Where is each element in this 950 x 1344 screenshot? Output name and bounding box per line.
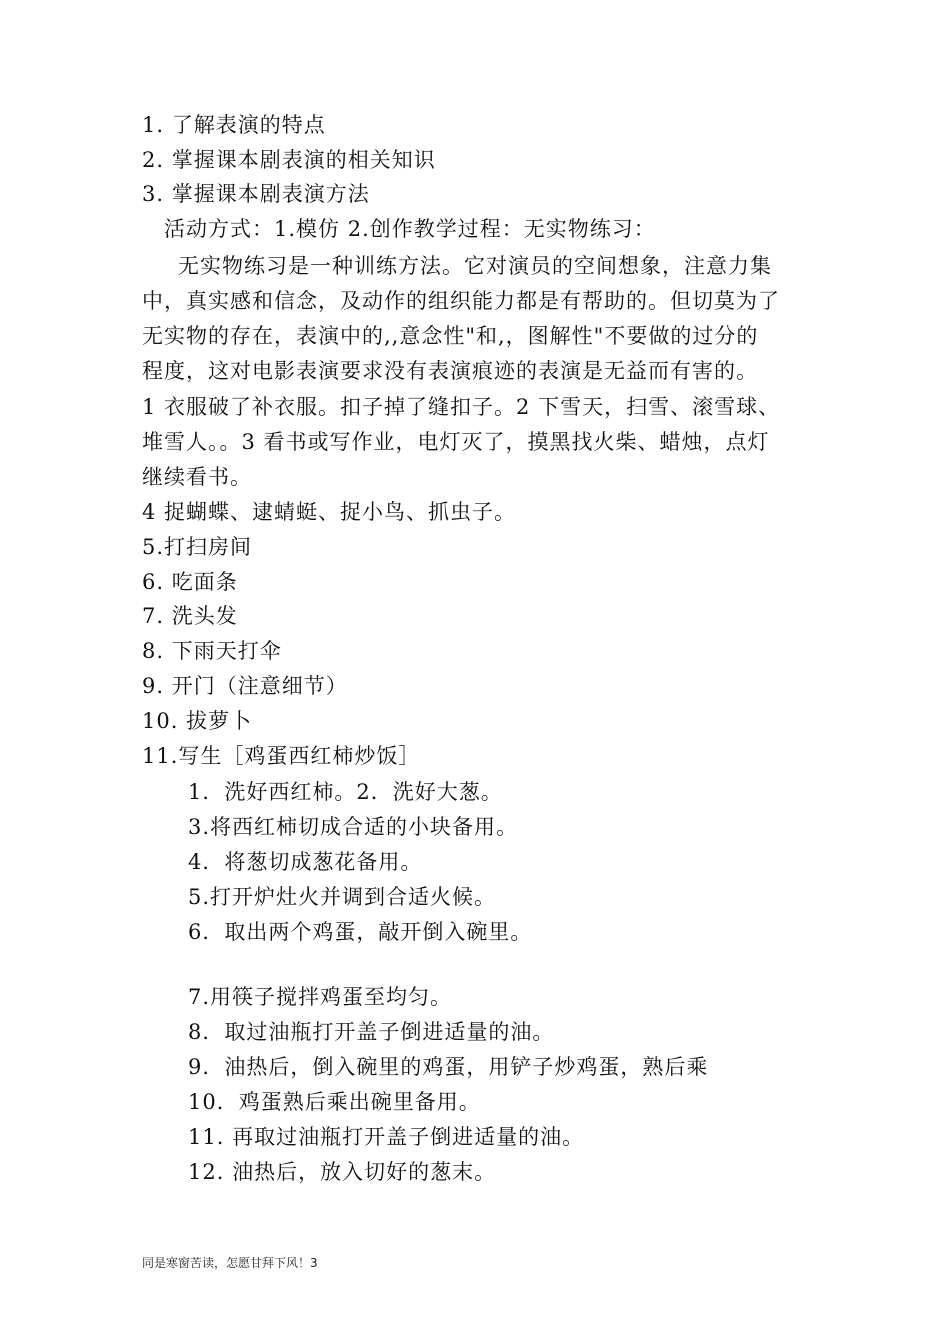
recipe-step: 11. 再取过油瓶打开盖子倒进适量的油。 <box>188 1125 585 1149</box>
paragraph-line: 程度，这对电影表演要求没有表演痕迹的表演是无益而有害的。 <box>142 359 758 383</box>
paragraph-line: 中，真实感和信念，及动作的组织能力都是有帮助的。但切莫为了 <box>142 289 780 313</box>
page-footer: 同是寒窗苦读，怎愿甘拜下风！3 <box>142 1256 318 1270</box>
exercise-line: 4 捉蝴蝶、逮蜻蜓、捉小鸟、抓虫子。 <box>142 500 517 524</box>
recipe-step: 1．洗好西红柿。2．洗好大葱。 <box>188 780 503 804</box>
objective-item: 3. 掌握课本剧表演方法 <box>142 182 370 206</box>
exercise-line: 7. 洗头发 <box>142 604 238 628</box>
exercise-line: 5.打扫房间 <box>142 535 253 559</box>
exercise-line: 6. 吃面条 <box>142 570 238 594</box>
exercise-line: 9. 开门（注意细节） <box>142 674 348 698</box>
paragraph-line: 无实物的存在，表演中的,,意念性"和,，图解性"不要做的过分的 <box>142 324 759 348</box>
recipe-step: 3.将西红柿切成合适的小块备用。 <box>188 815 519 839</box>
objective-item: 1. 了解表演的特点 <box>142 113 326 137</box>
exercise-line: 继续看书。 <box>142 465 252 489</box>
recipe-step: 9．油热后，倒入碗里的鸡蛋，用铲子炒鸡蛋，熟后乘 <box>188 1055 709 1079</box>
recipe-step: 8．取过油瓶打开盖子倒进适量的油。 <box>188 1020 555 1044</box>
exercise-line: 1 衣服破了补衣服。扣子掉了缝扣子。2 下雪天，扫雪、滚雪球、 <box>142 395 781 419</box>
objective-item: 2. 掌握课本剧表演的相关知识 <box>142 148 436 172</box>
paragraph-line: 无实物练习是一种训练方法。它对演员的空间想象，注意力集 <box>178 254 772 278</box>
recipe-step: 6．取出两个鸡蛋，敲开倒入碗里。 <box>188 920 533 944</box>
recipe-step: 12. 油热后，放入切好的葱末。 <box>188 1160 497 1184</box>
recipe-step: 5.打开炉灶火并调到合适火候。 <box>188 885 497 909</box>
exercise-line: 堆雪人。。3 看书或写作业，电灯灭了，摸黑找火柴、蜡烛，点灯 <box>142 430 770 454</box>
exercise-line: 11.写生［鸡蛋西红柿炒饭］ <box>142 744 421 768</box>
exercise-line: 8. 下雨天打伞 <box>142 639 282 663</box>
recipe-step: 4．将葱切成葱花备用。 <box>188 850 423 874</box>
exercise-line: 10. 拔萝卜 <box>142 709 253 733</box>
recipe-step: 10．鸡蛋熟后乘出碗里备用。 <box>188 1090 481 1114</box>
recipe-step: 7.用筷子搅拌鸡蛋至均匀。 <box>188 985 453 1009</box>
activity-line: 活动方式：1.模仿 2.创作教学过程：无实物练习： <box>164 217 656 241</box>
